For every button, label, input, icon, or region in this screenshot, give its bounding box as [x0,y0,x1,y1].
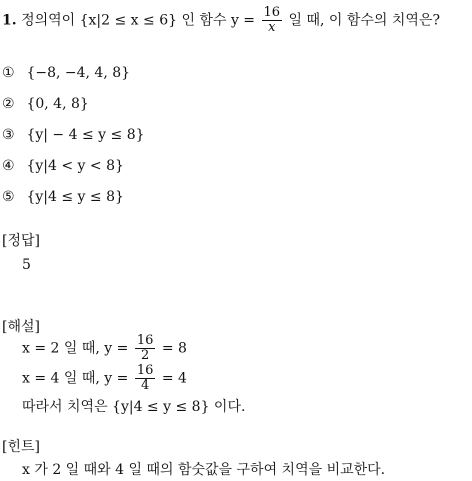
explanation-line-1 [22,334,187,363]
choice-text: {−8, −4, 4, 8} [26,65,131,81]
explanation-line-1-before: x = 2 일 때, y = [22,340,133,357]
question-text-before: 정의역이 {x|2 ≤ x ≤ 6} 인 함수 y = [21,12,260,29]
choice-2[interactable] [2,95,89,113]
question-fraction-numerator: 16 [263,5,281,20]
choice-text: {y| − 4 ≤ y ≤ 8} [26,127,145,143]
choice-3[interactable] [2,126,145,144]
question-text-after: 일 때, 이 함수의 치역은? [284,12,440,29]
hint-label: [힌트] [2,439,40,455]
explanation-line-2-fraction [135,364,156,393]
explanation-line-2-before: x = 4 일 때, y = [22,370,133,387]
explanation-label: [해설] [2,319,40,335]
explanation-line-1-fraction [135,334,156,363]
choice-text: {y|4 ≤ y ≤ 8} [26,189,124,205]
question-number: 1. [2,12,17,29]
explanation-line-2-denominator: 4 [140,378,150,393]
explanation-line-2-numerator: 16 [136,363,154,378]
choice-marker: ④ [2,158,15,174]
choice-1[interactable] [2,64,130,82]
answer-label: [정답] [2,233,40,249]
question-fraction-denominator: x [268,20,276,35]
choice-marker: ① [2,65,15,81]
question-fraction [262,6,283,35]
explanation-line-3: 따라서 치역은 {y|4 ≤ y ≤ 8} 이다. [22,399,246,415]
explanation-line-1-numerator: 16 [136,333,154,348]
choice-marker: ③ [2,127,15,143]
choice-5[interactable] [2,188,124,206]
choice-4[interactable] [2,157,124,175]
choice-text: {y|4 < y < 8} [26,158,124,174]
answer-value: 5 [22,257,31,273]
hint-text: x 가 2 일 때와 4 일 때의 함숫값을 구하여 치역을 비교한다. [22,462,386,478]
explanation-line-2 [22,364,187,393]
choice-marker: ② [2,96,15,112]
explanation-line-1-after: = 8 [157,340,187,357]
choice-text: {0, 4, 8} [26,96,89,112]
explanation-line-2-after: = 4 [157,370,187,387]
explanation-line-1-denominator: 2 [140,348,150,363]
question-stem [2,6,440,35]
choice-marker: ⑤ [2,189,15,205]
